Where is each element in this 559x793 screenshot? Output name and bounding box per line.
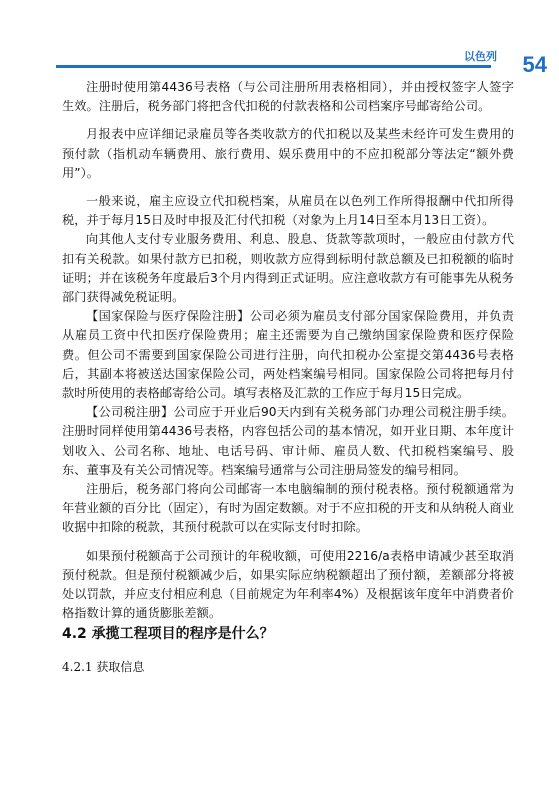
paragraph-corporate-tax: 【公司税注册】公司应于开业后90天内到有关税务部门办理公司税注册手续。注册时同样使用第4436号表格，内容包括公司的基本情况，如开业日期、本年度计划收入、公司名称、地址、电话号码、审计师、雇员人数、代扣税档案编号、股东、董事及有关公司情况等。档案编号通常与公司注册局签发的编号相同。	[62, 405, 514, 477]
page-number: 54	[522, 52, 547, 77]
paragraph-national-insurance: 【国家保险与医疗保险注册】公司必须为雇员支付部分国家保险费用，并负责从雇员工资中代扣医疗保险费用；雇主还需要为自己缴纳国家保险费和医疗保险费。但公司不需要到国家保险公司进行注册，向代扣税办公室提交第4436号表格后，其副本将被送达国家保险公司，两处档案编号相同。国家保险公司将把每月付款时所使用的表格邮寄给公司。填写表格及汇款的工作应于每月15日完成。	[62, 309, 514, 401]
header-rule	[56, 65, 491, 68]
section-heading: 4.2 承揽工程项目的程序是什么？	[62, 626, 274, 642]
paragraph-monthly-report: 月报表中应详细记录雇员等各类收款方的代扣税以及某些未经许可发生费用的预付款（指机动车辆费用、旅行费用、娱乐费用中的不应扣税部分等法定“额外费用”）。	[62, 127, 514, 180]
paragraph-reduce-prepayment: 如果预付税额高于公司预计的年税收额，可使用2216/a表格申请减少甚至取消预付税款。但是预付税额减少后，如果实际应纳税额超出了预付额，差额部分将被处以罚款，并应支付相应利息（目前规定为年利率4%）及根据该年度年中消费者价格指数计算的通货膨胀差额。	[62, 548, 514, 621]
paragraph-withholding-file: 一般来说，雇主应设立代扣税档案，从雇员在以色列工作所得报酬中代扣所得税，并于每月15日及时申报及汇付代扣税（对象为上月14日至本月13日工资）。	[62, 194, 514, 228]
paragraph-prepaid-tax: 注册后，税务部门将向公司邮寄一本电脑编制的预付税表格。预付税额通常为年营业额的百分比（固定），有时为固定数额。对于不应扣税的开支和从纳税人商业收据中扣除的税款，其预付税款可以在实际支付时扣除。	[62, 482, 514, 535]
body-text	[62, 78, 514, 623]
paragraph-form-4436: 注册时使用第4436号表格（与公司注册所用表格相同），并由授权签字人签字生效。注册后，税务部门将把含代扣税的付款表格和公司档案序号邮寄给公司。	[62, 80, 514, 114]
subsection-heading: 4.2.1 获取信息	[62, 660, 145, 674]
header-label: 以色列	[464, 50, 497, 63]
paragraph-payment-withholding: 向其他人支付专业服务费用、利息、股息、货款等款项时，一般应由付款方代扣有关税款。如果付款方已扣税，则收款方应得到标明付款总额及已扣税额的临时证明；并在该税务年度最后3个月内得到正式证明。应注意收款方有可能事先从税务部门获得减免税证明。	[62, 232, 514, 305]
